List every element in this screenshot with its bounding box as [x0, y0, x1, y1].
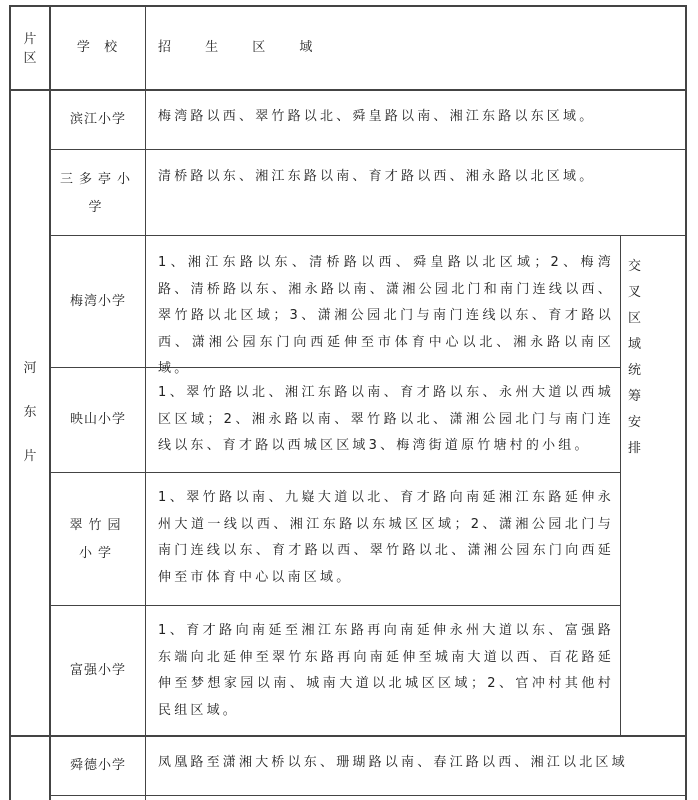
zone-description: 凤凰路至潇湘大桥以东、珊瑚路以南、春江路以西、湘江以北区域	[158, 755, 628, 770]
school-name: 三多亭小学	[60, 172, 137, 215]
zone-description: 清桥路以东、湘江东路以南、育才路以西、湘永路以北区域。	[158, 169, 596, 184]
zone-description: 梅湾路以西、翠竹路以北、舜皇路以南、湘江东路以东区域。	[158, 109, 596, 124]
column-divider	[620, 235, 621, 735]
header-school: 学 校	[76, 39, 120, 55]
row-divider	[50, 472, 621, 473]
school-name: 映山小学	[69, 412, 126, 428]
zone-description: 1、育才路向南延至湘江东路再向南延伸永州大道以东、富强路东端向北延伸至翠竹东路再向南延伸至城南大道以西、百花路延伸至梦想家园以南、城南大道以北城区区域；2、官冲村其他村民组区域。	[158, 623, 614, 718]
school-name: 翠竹园小学	[69, 517, 127, 561]
zone-description: 1、湘江东路以东、清桥路以西、舜皇路以北区域；2、梅湾路、清桥路以东、湘永路以南、潇湘公园北门和南门连线以西、翠竹路以北区域；3、潇湘公园北门与南门连线以东、育才路以西、潇湘公园东门向西延伸至市体育中心以北、湘永路以南区域。	[158, 255, 614, 376]
school-name: 梅湾小学	[69, 293, 126, 309]
school-name: 舜德小学	[69, 757, 126, 773]
header-district: 片 区	[23, 32, 37, 66]
school-name: 滨江小学	[69, 111, 126, 127]
header-zone: 招 生 区 域	[158, 40, 328, 55]
school-name: 富强小学	[69, 662, 126, 678]
cross-area-note: 交叉区域统筹安排	[628, 259, 658, 456]
row-divider	[50, 605, 621, 606]
district-hedong: 河 东 片	[23, 361, 37, 464]
zone-description: 1、翠竹路以南、九嶷大道以北、育才路向南延湘江东路延伸永州大道一线以西、湘江东路以东城区区域；2、潇湘公园北门与南门连线以东、育才路以西、翠竹路以北、潇湘公园东门向西延伸至市体育中心以南区域。	[158, 490, 614, 585]
column-divider	[145, 5, 146, 800]
zone-description: 1、翠竹路以北、湘江东路以南、育才路以东、永州大道以西城区区域；2、湘永路以南、翠竹路以北、潇湘公园北门与南门连线以东、育才路以西城区区域3、梅湾街道原竹塘村的小组。	[158, 385, 614, 453]
table-border-right	[685, 5, 687, 800]
